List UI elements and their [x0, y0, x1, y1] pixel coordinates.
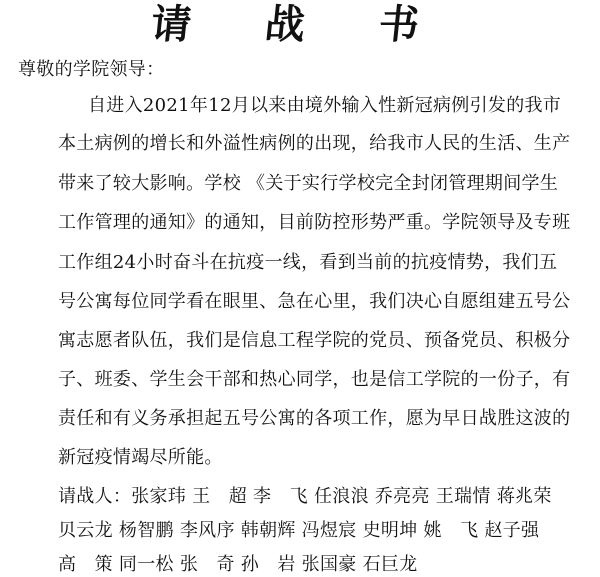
- signers-line-3: 高 策 同一松 张 奇 孙 岩 张国豪 石巨龙: [58, 554, 418, 575]
- body-line-6: 号公寓每位同学看在眼里、急在心里，我们决心自愿组建五号公: [58, 291, 571, 312]
- body-line-1: 自进入2021年12月以来由境外输入性新冠病例引发的我市: [88, 95, 562, 116]
- body-line-2: 本土病例的增长和外溢性病例的出现，给我市人民的生活、生产: [58, 133, 571, 154]
- body-line-10: 新冠疫情竭尽所能。: [58, 447, 223, 468]
- body-line-7: 寓志愿者队伍，我们是信息工程学院的党员、预备党员、积极分: [58, 330, 571, 351]
- body-line-5: 工作组24小时奋斗在抗疫一线，看到当前的抗疫情势，我们五: [58, 252, 558, 273]
- letter-title: 请 战 书: [148, 1, 452, 48]
- greeting: 尊敬的学院领导：: [18, 59, 165, 80]
- body-line-8: 子、班委、学生会干部和热心同学，也是信工学院的一份子，有: [58, 369, 571, 390]
- body-line-4: 工作管理的通知》的通知，目前防控形势严重。学院领导及专班: [58, 212, 571, 233]
- signers-line-2: 贝云龙 杨智鹏 李风序 韩朝辉 冯煜宸 史明坤 姚 飞 赵子强: [58, 520, 540, 541]
- body-line-3: 带来了较大影响。学校 《关于实行学校完全封闭管理期间学生: [58, 173, 559, 194]
- body-line-9: 责任和有义务承担起五号公寓的各项工作，愿为早日战胜这波的: [58, 408, 571, 429]
- signers-line-1: 请战人：张家玮 王 超 李 飞 任浪浪 乔亮亮 王瑞情 蒋兆荣: [58, 486, 552, 507]
